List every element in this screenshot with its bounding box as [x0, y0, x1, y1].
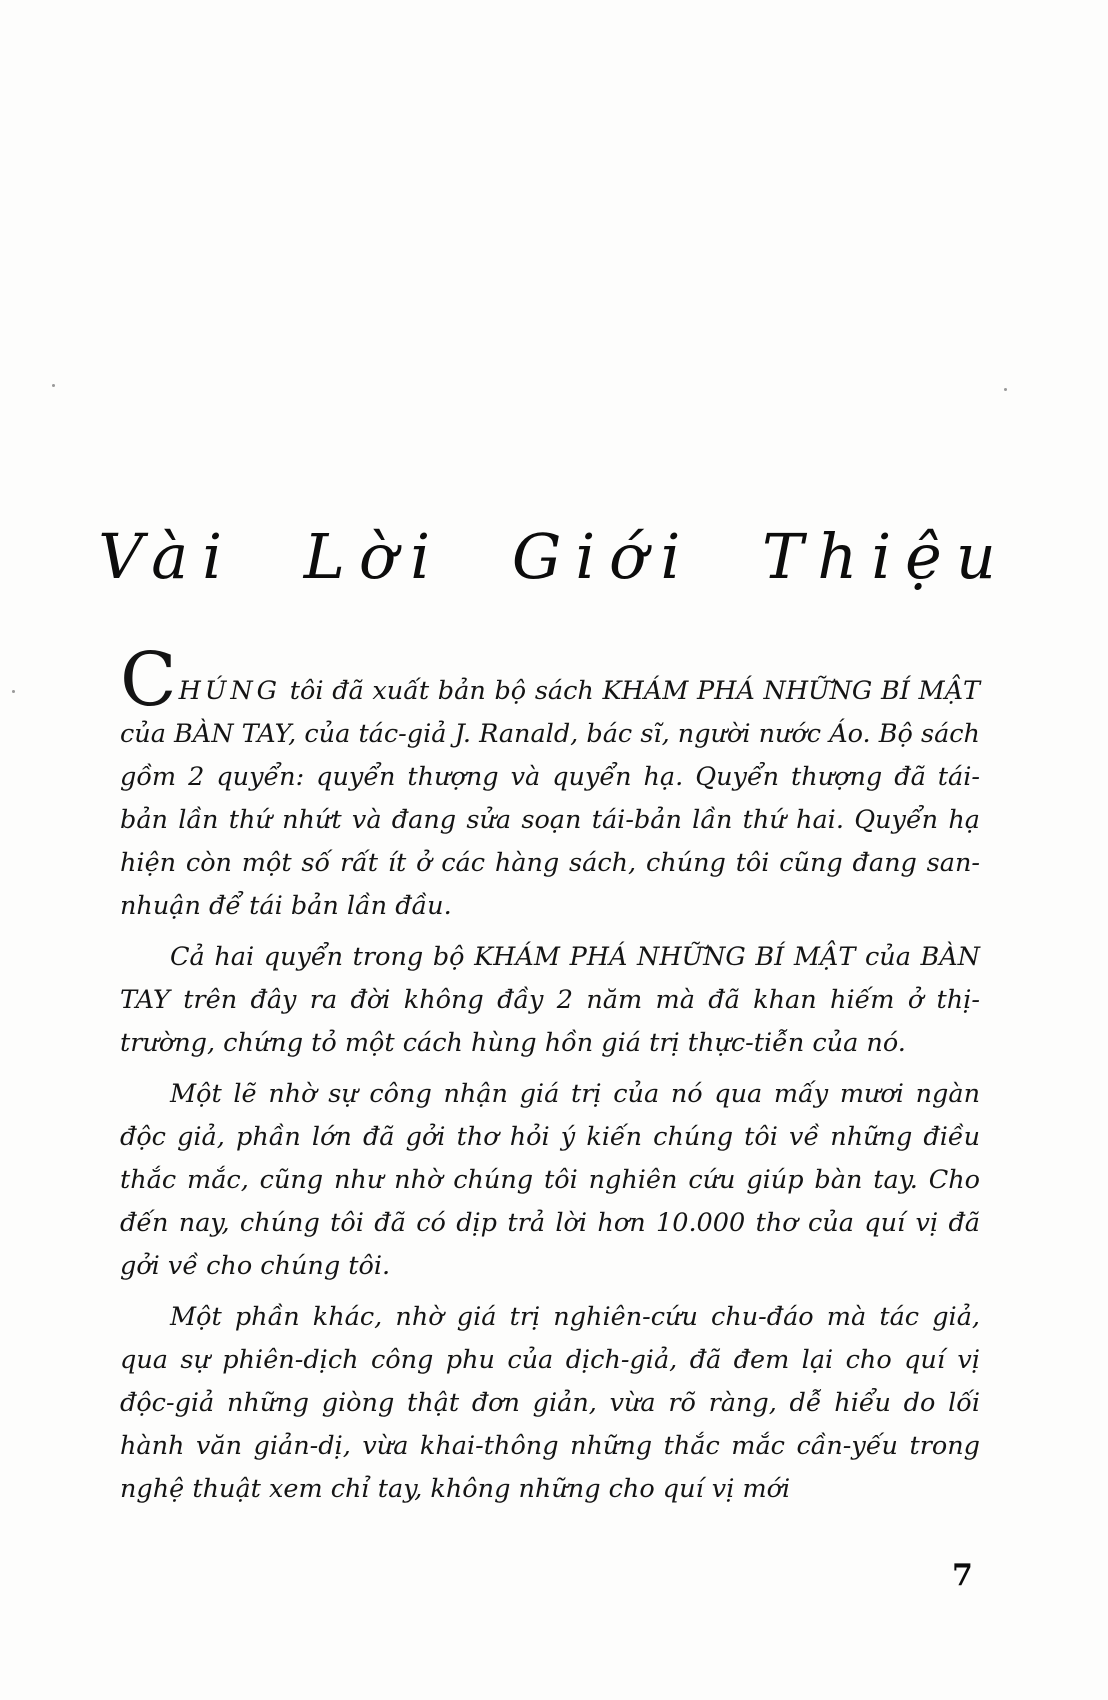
paragraph-4: Một phần khác, nhờ giá trị nghiên-cứu chu-đáo mà tác giả, qua sự phiên-dịch công phu của dịch-giả, đã đem lại cho quí vị độc-giả những giòng thật đơn giản, vừa rõ ràng, dễ hiểu do lối hành văn giản-dị, vừa khai-thông những thắc mắc cần-yếu trong nghệ thuật xem chỉ tay, không những cho quí vị mới	[120, 1302, 980, 1504]
paragraph-1	[120, 637, 980, 928]
drop-cap: C	[120, 637, 177, 723]
page-title: Vài Lời Giới Thiệu	[98, 520, 1010, 593]
paper-speck	[12, 690, 15, 693]
paper-speck	[52, 384, 55, 387]
paragraph-2: Cả hai quyển trong bộ KHÁM PHÁ NHỮNG BÍ MẬT của BÀN TAY trên đây ra đời không đầy 2 năm mà đã khan hiếm ở thị-trường, chứng tỏ một cách hùng hồn giá trị thực-tiễn của nó.	[120, 942, 980, 1058]
paragraph-3: Một lẽ nhờ sự công nhận giá trị của nó qua mấy mươi ngàn độc giả, phần lớn đã gởi thơ hỏi ý kiến chúng tôi về những điều thắc mắc, cũng như nhờ chúng tôi nghiên cứu giúp bàn tay. Cho đến nay, chúng tôi đã có dịp trả lời hơn 10.000 thơ của quí vị đã gởi về cho chúng tôi.	[120, 1079, 980, 1281]
first-word-rest: HÚNG	[178, 676, 282, 706]
page-number: 7	[952, 1558, 973, 1593]
paragraph-1-text: tôi đã xuất bản bộ sách KHÁM PHÁ NHỮNG BÍ MẬT của BÀN TAY, của tác-giả J. Ranald, bác sĩ, người nước Áo. Bộ sách gồm 2 quyển: quyển thượng và quyển hạ. Quyển thượng đã tái-bản lần thứ nhứt và đang sửa soạn tái-bản lần thứ hai. Quyển hạ hiện còn một số rất ít ở các hàng sách, chúng tôi cũng đang san-nhuận để tái bản lần đầu.	[120, 676, 980, 921]
body-text	[120, 637, 980, 1519]
paper-speck	[1004, 388, 1007, 391]
